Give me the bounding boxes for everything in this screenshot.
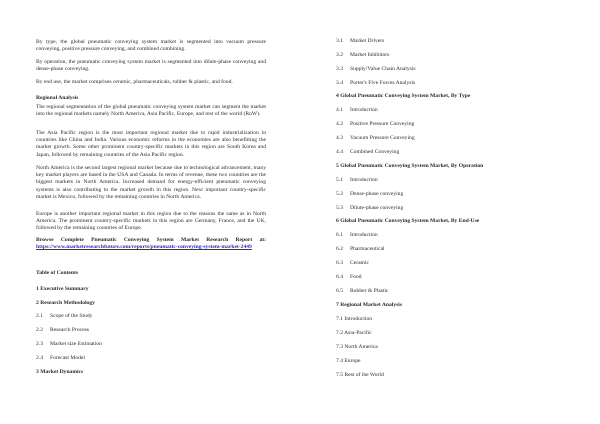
toc-label: Market Drivers — [350, 38, 385, 44]
toc-label: Ceramic — [350, 260, 369, 266]
toc-item-2-4 — [36, 355, 85, 362]
toc-number: 6.5 — [336, 288, 343, 294]
toc-item-2-3 — [36, 341, 102, 348]
toc-item-6-4 — [336, 274, 362, 281]
toc-item-7-2: 7.2 Asia-Pacific — [336, 330, 372, 336]
toc-item-3: 3 Market Dynamics — [36, 369, 84, 375]
toc-item-6-3 — [336, 260, 369, 267]
toc-label: Dilute-phase conveying — [350, 205, 404, 211]
toc-item-2: 2 Research Methodology — [36, 300, 95, 306]
toc-label: Introduction — [350, 232, 378, 238]
toc-number: 6.1 — [336, 232, 343, 238]
toc-number: 5.2 — [336, 191, 343, 197]
toc-item-3-2 — [336, 52, 389, 59]
toc-number: 6.3 — [336, 260, 343, 266]
toc-number: 2.2 — [36, 327, 43, 333]
toc-label: Pharmaceutical — [350, 246, 385, 252]
toc-item-2-1 — [36, 313, 92, 320]
toc-number: 4.2 — [336, 121, 343, 127]
toc-item-3-1 — [336, 38, 384, 45]
toc-number: 6.4 — [336, 274, 343, 280]
toc-item-5-2 — [336, 191, 403, 198]
toc-item-7-1: 7.1 Introduction — [336, 316, 373, 322]
toc-item-4-2 — [336, 121, 414, 128]
toc-number: 3.4 — [336, 80, 343, 86]
toc-label: Supply/Value Chain Analysis — [350, 66, 416, 72]
regional-paragraph-europe: Europe is another important regional market in this region due to the reasons the same as in North America. The prominent country-specific markets in this region are Germany, France, and the UK, followed by the remaining countries of Europe. — [36, 211, 266, 232]
regional-paragraph-north-america: North America is the second largest regional market because due to technological advancement, many key market players are based in the USA and Canada. In terms of revenue, these two countries are the biggest markets in North America. Increased demand for energy-efficient pneumatic conveying systems is also contributing to the market growth in this region. Next important country-specific market is Mexico, followed by the remaining countries in North America. — [36, 165, 266, 200]
toc-number: 3.3 — [336, 66, 343, 72]
toc-item-5-3 — [336, 205, 403, 212]
toc-label: Vacuum Pressure Conveying — [350, 135, 415, 141]
toc-item-5: 5 Global Pneumatic Conveying System Market, By Operation — [336, 163, 484, 169]
toc-item-1: 1 Executive Summary — [36, 286, 89, 292]
toc-heading: Table of Contents — [36, 270, 79, 276]
toc-item-2-2 — [36, 327, 89, 334]
toc-label: Combined Conveying — [350, 149, 400, 155]
toc-number: 6.2 — [336, 246, 343, 252]
toc-number: 2.4 — [36, 355, 43, 361]
toc-item-4: 4 Global Pneumatic Conveying System Market, By Type — [336, 93, 471, 99]
regional-paragraph-overview: The regional segmentation of the global pneumatic conveying system market can segment the market into the regional markets namely North America, Asia Pacific, Europe, and rest of the world (RoW). — [36, 104, 266, 118]
toc-label: Rubber & Plastic — [350, 288, 389, 294]
toc-item-7: 7 Regional Market Analysis — [336, 302, 403, 308]
intro-paragraph-operation: By operation, the pneumatic conveying system market is segmented into dilute-phase conveying and dense-phase conveying. — [36, 59, 266, 73]
toc-number: 5.3 — [336, 205, 343, 211]
toc-item-3-3 — [336, 66, 416, 73]
toc-item-7-4: 7.4 Europe — [336, 358, 361, 364]
intro-paragraph-end-use: By end use, the market comprises ceramic, pharmaceuticals, rubber & plastic, and food. — [36, 79, 233, 85]
toc-label: Research Process — [50, 327, 89, 333]
toc-item-6-1 — [336, 232, 378, 239]
toc-number: 5.1 — [336, 177, 343, 183]
toc-label: Dense-phase conveying — [350, 191, 404, 197]
toc-number: 3.2 — [336, 52, 343, 58]
toc-label: Scope of the Study — [50, 313, 93, 319]
toc-item-6: 6 Global Pneumatic Conveying System Market, By End-Use — [336, 218, 480, 224]
intro-paragraph-type: By type, the global pneumatic conveying system market is segmented into vacuum pressure conveying, positive pressure conveying, and combined combining. — [36, 39, 266, 53]
toc-label: Market Inhibitors — [350, 52, 390, 58]
toc-item-7-3: 7.3 North America — [336, 344, 378, 350]
toc-number: 2.3 — [36, 341, 43, 347]
toc-item-4-4 — [336, 149, 399, 156]
toc-label: Positive Pressure Conveying — [350, 121, 415, 127]
toc-label: Introduction — [350, 107, 378, 113]
toc-number: 4.3 — [336, 135, 343, 141]
toc-label: Porter's Five Forces Analysis — [350, 80, 416, 86]
toc-label: Food — [350, 274, 362, 280]
report-link[interactable]: https://www.marketresearchfuture.com/reports/pneumatic-conveying-system-market-2449 — [36, 244, 252, 251]
toc-number: 4.1 — [336, 107, 343, 113]
toc-label: Market size Estimation — [50, 341, 102, 347]
toc-item-4-1 — [336, 107, 378, 114]
regional-heading: Regional Analysis — [36, 95, 79, 101]
toc-item-3-4 — [336, 80, 415, 87]
toc-item-4-3 — [336, 135, 415, 142]
toc-number: 3.1 — [336, 38, 343, 44]
regional-paragraph-asia: The Asia Pacific region is the most important regional market due to rapid industrialization in countries like China and India. Various economic reforms in the economies are also benefitting the market growth. Some other prominent country-specific markets in this region are South Korea and Japan, followed by remaining countries of the Asia Pacific region. — [36, 130, 266, 158]
browse-report — [36, 237, 266, 251]
toc-label: Introduction — [350, 177, 378, 183]
toc-label: Forecast Model — [50, 355, 85, 361]
toc-number: 2.1 — [36, 313, 43, 319]
toc-number: 4.4 — [336, 149, 343, 155]
browse-text: Browse Complete Pneumatic Conveying System Market Research Report at: — [36, 237, 266, 243]
toc-item-6-5 — [336, 288, 389, 295]
toc-item-5-1 — [336, 177, 378, 184]
toc-item-7-5: 7.5 Rest of the World — [336, 372, 384, 378]
toc-item-6-2 — [336, 246, 384, 253]
